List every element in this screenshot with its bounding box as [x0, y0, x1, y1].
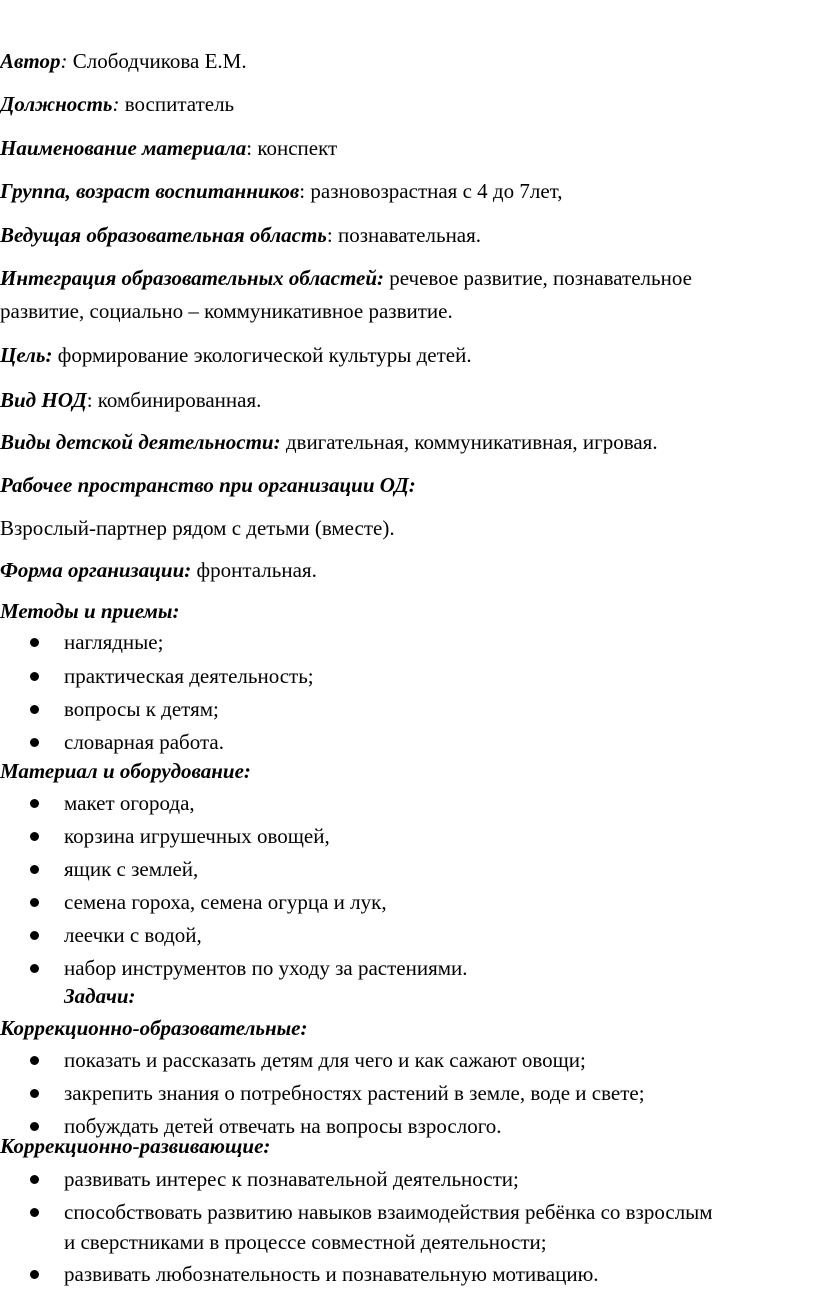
correction-edu-heading: Коррекционно-образовательные: — [0, 1016, 308, 1040]
author-value: Слободчикова Е.М. — [67, 49, 247, 73]
bullet-icon — [30, 1122, 39, 1131]
author-line: Автор: Слободчикова Е.М. — [0, 49, 247, 73]
bullet-icon — [30, 638, 39, 647]
list-item: развивать любознательность и познавательную мотивацию. — [64, 1262, 599, 1286]
activities-value: двигательная, коммуникативная, игровая. — [280, 430, 658, 454]
list-item: показать и рассказать детям для чего и как сажают овощи; — [64, 1048, 586, 1072]
list-item: набор инструментов по уходу за растениями. — [64, 956, 468, 980]
nod-type-line: Вид НОД: комбинированная. — [0, 388, 262, 412]
bullet-icon — [30, 931, 39, 940]
group-value: разновозрастная с 4 до 7лет, — [305, 179, 563, 203]
group-label: Группа, возраст воспитанников — [0, 179, 300, 203]
list-item: развивать интерес к познавательной деятельности; — [64, 1167, 519, 1191]
material-value: конспект — [252, 136, 338, 160]
workspace-label: Рабочее пространство при организации ОД: — [0, 473, 416, 497]
position-line: Должность: воспитатель — [0, 92, 235, 116]
correction-dev-heading: Коррекционно-развивающие: — [0, 1134, 271, 1158]
nod-type-label: Вид НОД — [0, 388, 87, 412]
goal-line — [0, 342, 472, 368]
list-item: семена гороха, семена огурца и лук, — [64, 890, 387, 914]
integration-label: Интеграция образовательных областей: — [0, 266, 384, 290]
activities-label: Виды детской деятельности: — [0, 430, 281, 454]
lead-area-label: Ведущая образовательная область — [0, 223, 327, 247]
activities-line — [0, 429, 658, 455]
bullet-icon — [30, 672, 39, 681]
position-label: Должность — [0, 92, 113, 116]
bullet-icon — [30, 1270, 39, 1279]
bullet-icon — [30, 898, 39, 907]
list-item: словарная работа. — [64, 730, 224, 754]
workspace-line — [0, 472, 416, 498]
group-line: Группа, возраст воспитанников: разновозрастная с 4 до 7лет, — [0, 179, 563, 203]
bullet-icon — [30, 738, 39, 747]
nod-type-value: комбинированная. — [92, 388, 262, 412]
list-item: наглядные; — [64, 630, 164, 654]
position-value: воспитатель — [119, 92, 235, 116]
bullet-icon — [30, 832, 39, 841]
bullet-icon — [30, 1208, 39, 1217]
bullet-icon — [30, 705, 39, 714]
lead-area-value: познавательная. — [332, 223, 482, 247]
equipment-heading: Материал и оборудование: — [0, 759, 251, 783]
form-line — [0, 557, 317, 583]
list-item: корзина игрушечных овощей, — [64, 824, 330, 848]
list-item: закрепить знания о потребностях растений в земле, воде и свете; — [64, 1081, 645, 1105]
list-item: побуждать детей отвечать на вопросы взрослого. — [64, 1114, 502, 1138]
integration-line-2 — [0, 298, 453, 324]
lead-area-line: Ведущая образовательная область: познавательная. — [0, 223, 482, 247]
integration-value: речевое развитие, познавательное — [384, 266, 692, 290]
workspace-value: Взрослый-партнер рядом с детьми (вместе). — [0, 516, 395, 540]
bullet-icon — [30, 1056, 39, 1065]
list-item: способствовать развитию навыков взаимодействия ребёнка со взрослым — [64, 1200, 713, 1224]
form-label: Форма организации: — [0, 558, 192, 582]
bullet-icon — [30, 865, 39, 874]
bullet-icon — [30, 964, 39, 973]
bullet-icon — [30, 1175, 39, 1184]
bullet-icon — [30, 799, 39, 808]
list-item: леечки с водой, — [64, 923, 202, 947]
material-label: Наименование материала — [0, 136, 247, 160]
bullet-icon — [30, 1089, 39, 1098]
workspace-value-line — [0, 515, 395, 541]
list-item: макет огорода, — [64, 791, 195, 815]
material-line: Наименование материала: конспект — [0, 136, 338, 160]
integration-value-2: развитие, социально – коммуникативное развитие. — [0, 299, 453, 323]
list-item: практическая деятельность; — [64, 664, 314, 688]
goal-value: формирование экологической культуры детей. — [52, 343, 472, 367]
tasks-heading: Задачи: — [64, 984, 136, 1008]
list-item: вопросы к детям; — [64, 697, 219, 721]
form-value: фронтальная. — [191, 558, 317, 582]
author-label: Автор — [0, 49, 61, 73]
goal-label: Цель: — [0, 343, 53, 367]
list-item: ящик с землей, — [64, 857, 199, 881]
integration-line — [0, 265, 692, 291]
methods-heading: Методы и приемы: — [0, 599, 180, 623]
list-item-continuation: и сверстниками в процессе совместной деятельности; — [64, 1230, 547, 1254]
